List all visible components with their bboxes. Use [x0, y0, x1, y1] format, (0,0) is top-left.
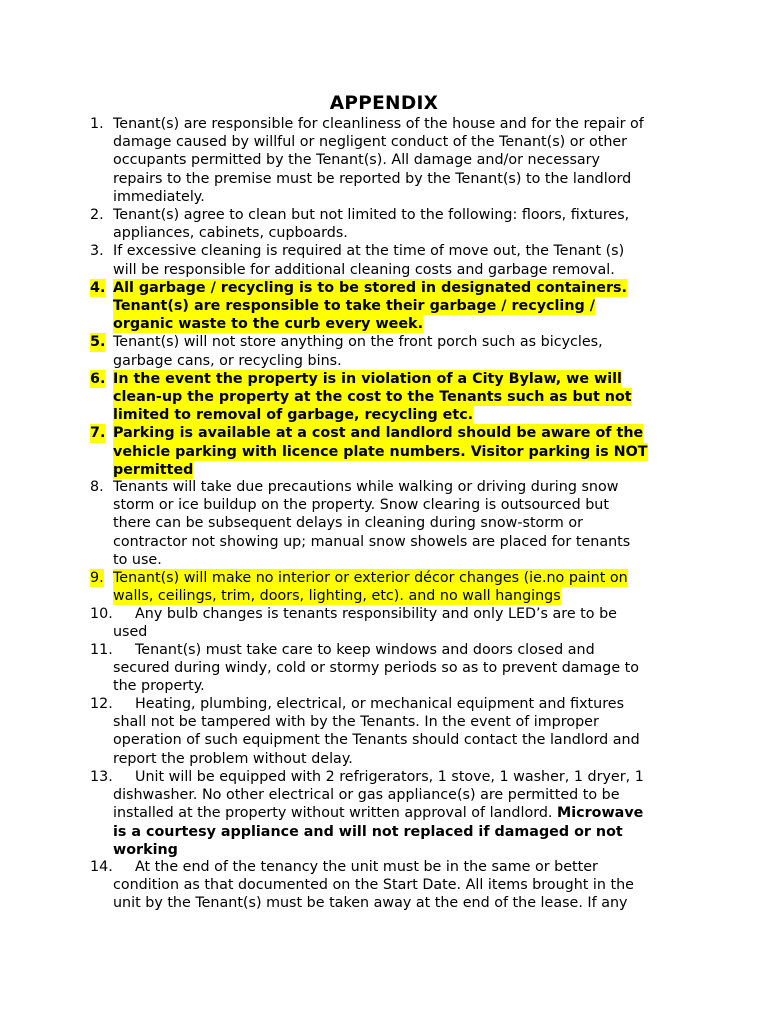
item-text-line: organic waste to the curb every week.: [113, 316, 423, 333]
item-text-line: working: [113, 841, 178, 858]
item-number: 6.: [90, 370, 106, 387]
item-text-line: repairs to the premise must be reported by the Tenant(s) to the landlord: [113, 170, 632, 187]
item-text-line: [113, 804, 643, 822]
item-text-line: contractor not showing up; manual snow showels are placed for tenants: [113, 533, 631, 550]
item-text-line: unit by the Tenant(s) must be taken away at the end of the lease. If any: [113, 895, 628, 912]
item-number: 1.: [90, 116, 104, 132]
item-text-line: storm or ice buildup on the property. Snow clearing is outsourced but: [113, 497, 609, 514]
item-text-line: Any bulb changes is tenants responsibility and only LED’s are to be: [135, 606, 617, 622]
item-text-line: vehicle parking with licence plate numbers. Visitor parking is NOT: [113, 443, 648, 460]
item-text-line: Parking is available at a cost and landlord should be aware of the: [113, 425, 644, 442]
item-number: 12.: [90, 696, 113, 712]
item-text-line: report the problem without delay.: [113, 750, 353, 767]
item-text-line: will be responsible for additional cleaning costs and garbage removal.: [113, 261, 615, 278]
page-title: APPENDIX: [329, 93, 439, 114]
item-text-line: permitted: [113, 461, 194, 478]
item-text-line: limited to removal of garbage, recycling etc.: [113, 407, 474, 424]
item-number: 14.: [90, 859, 113, 875]
item-text-line: used: [113, 624, 148, 641]
item-number: 11.: [90, 642, 113, 658]
item-text-line: Tenant(s) are responsible for cleanliness of the house and for the repair of: [113, 116, 644, 132]
item-text-line: garbage cans, or recycling bins.: [113, 352, 342, 369]
item-text-line: there can be subsequent delays in cleaning during snow-storm or: [113, 515, 584, 532]
item-text-line: dishwasher. No other electrical or gas appliance(s) are permitted to be: [113, 787, 620, 804]
item-text-line: is a courtesy appliance and will not replaced if damaged or not: [113, 823, 623, 840]
item-text-line: to use.: [113, 551, 162, 568]
item-text-line: Unit will be equipped with 2 refrigerators, 1 stove, 1 washer, 1 dryer, 1: [135, 769, 644, 785]
item-text-line: condition as that documented on the Start Date. All items brought in the: [113, 877, 634, 894]
item-text-line: Tenants will take due precautions while walking or driving during snow: [113, 479, 619, 495]
item-text-segment: installed at the property without written approval of landlord.: [113, 805, 553, 822]
item-text-line: Tenant(s) will not store anything on the front porch such as bicycles,: [113, 334, 603, 351]
item-text-line: Heating, plumbing, electrical, or mechanical equipment and fixtures: [135, 696, 625, 712]
item-number: 9.: [90, 570, 104, 586]
item-text-line: At the end of the tenancy the unit must be in the same or better: [135, 859, 598, 875]
item-text-line: In the event the property is in violation of a City Bylaw, we will: [113, 370, 622, 387]
item-text-line: the property.: [113, 678, 205, 695]
item-number: 13.: [90, 769, 113, 785]
item-text-line: Tenant(s) will make no interior or exterior décor changes (ie.no paint on: [113, 570, 628, 586]
item-text-line: Tenant(s) are responsible to take their garbage / recycling /: [113, 297, 595, 314]
item-text-line: walls, ceilings, trim, doors, lighting, etc). and no wall hangings: [113, 588, 561, 605]
item-text-line: damage caused by willful or negligent conduct of the Tenant(s) or other: [113, 134, 628, 151]
item-number: 2.: [90, 207, 104, 223]
item-text-bold-segment: Microwave: [557, 805, 644, 822]
item-text-line: operation of such equipment the Tenants should contact the landlord and: [113, 732, 640, 749]
item-number: 10.: [90, 606, 113, 622]
item-text-line: If excessive cleaning is required at the time of move out, the Tenant (s): [113, 243, 625, 260]
item-text-line: appliances, cabinets, cupboards.: [113, 225, 348, 242]
item-text-line: immediately.: [113, 188, 205, 205]
item-number: 3.: [90, 243, 104, 260]
item-number: 5.: [90, 334, 106, 351]
item-text-line: All garbage / recycling is to be stored in designated containers.: [113, 279, 627, 296]
item-number: 8.: [90, 479, 104, 495]
item-number: 7.: [90, 425, 106, 442]
item-text-line: Tenant(s) must take care to keep windows and doors closed and: [135, 642, 595, 658]
item-text-line: shall not be tampered with by the Tenants. In the event of improper: [113, 714, 599, 731]
item-text-line: clean-up the property at the cost to the Tenants such as but not: [113, 388, 632, 405]
item-text-line: Tenant(s) agree to clean but not limited to the following: floors, fixtures,: [113, 207, 630, 223]
item-text-line: occupants permitted by the Tenant(s). All damage and/or necessary: [113, 152, 601, 169]
item-number: 4.: [90, 279, 106, 296]
item-text-line: secured during windy, cold or stormy periods so as to prevent damage to: [113, 660, 640, 677]
